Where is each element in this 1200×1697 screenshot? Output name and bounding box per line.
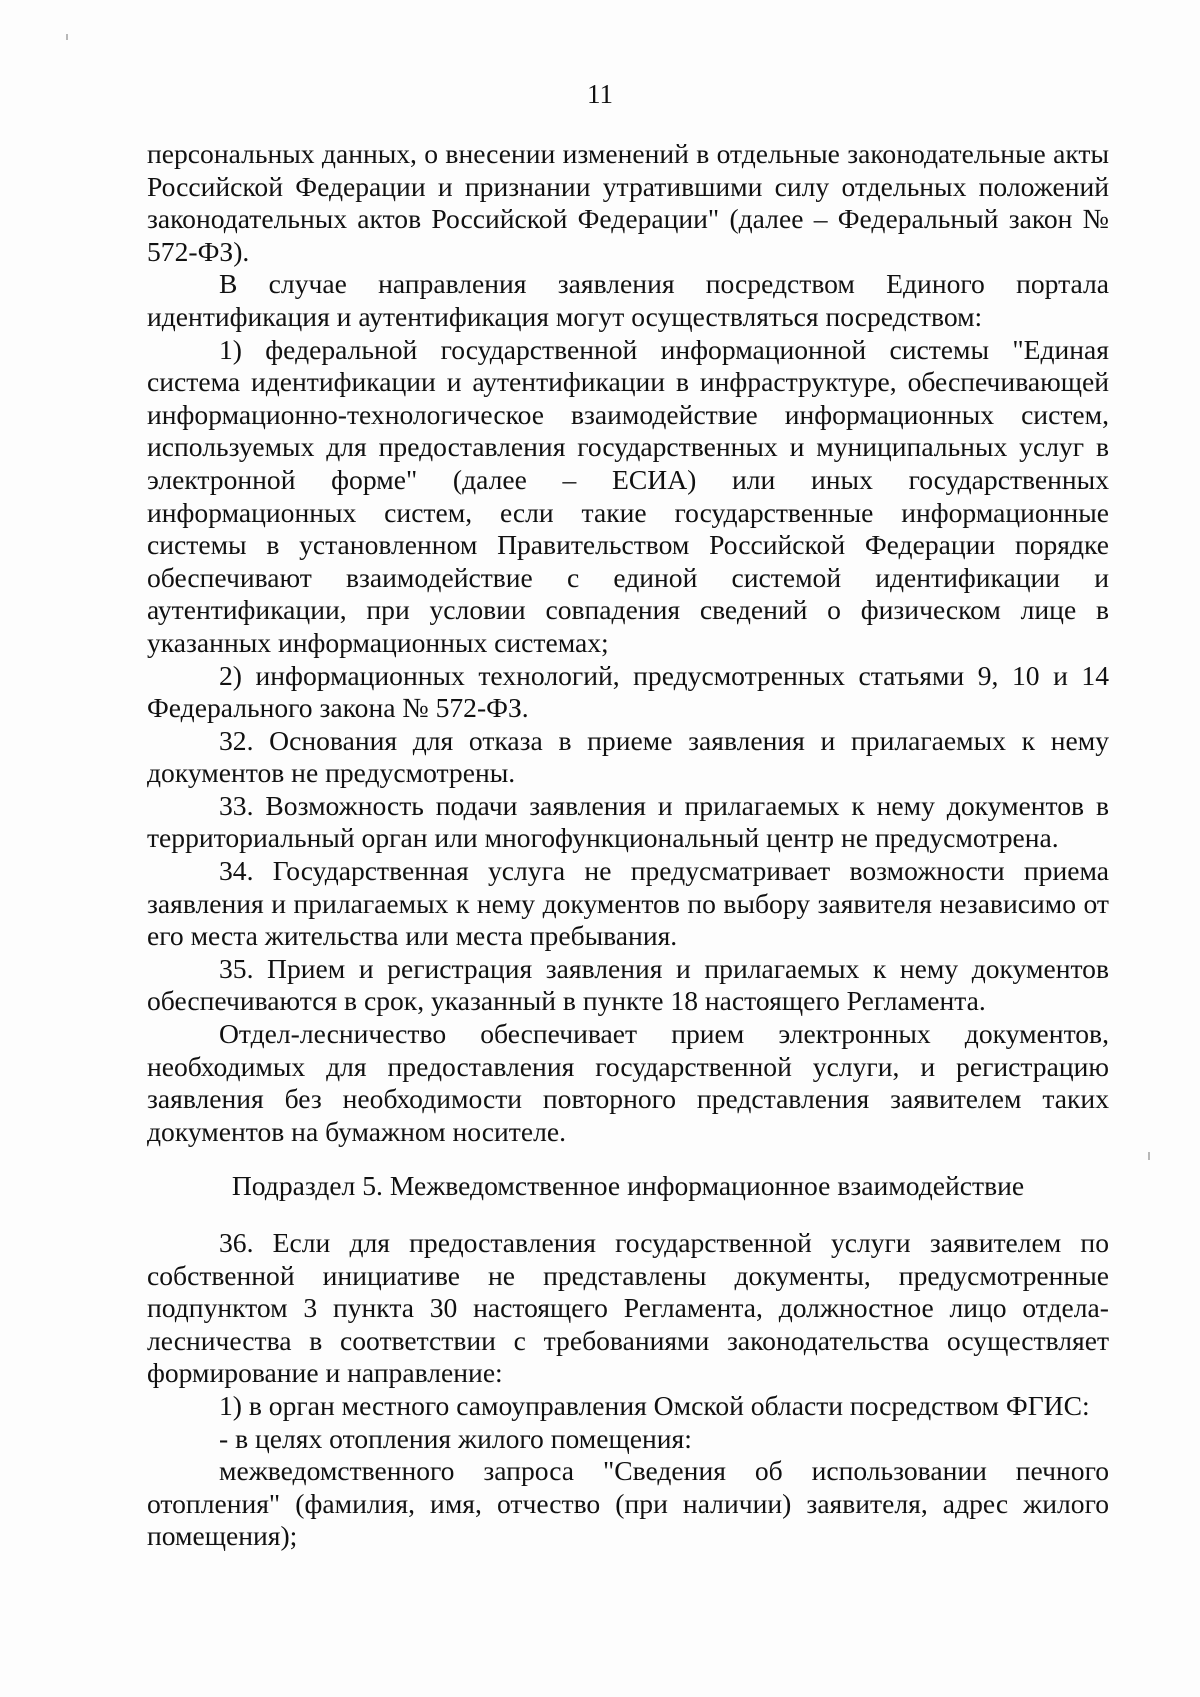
scan-mark: [66, 34, 68, 40]
paragraph-portal-identification: В случае направления заявления посредством Единого портала идентификация и аутентификация могут осуществляться посредством:: [147, 268, 1109, 332]
paragraph-34: 34. Государственная услуга не предусматривает возможности приема заявления и прилагаемых к нему документов по выбору заявителя независимо от его места жительства или места пребывания.: [147, 855, 1109, 952]
paragraph-32: 32. Основания для отказа в приеме заявления и прилагаемых к нему документов не предусмотрены.: [147, 724, 1109, 789]
paragraph-33: 33. Возможность подачи заявления и прилагаемых к нему документов в территориальный орган или многофункциональный центр не предусмотрена.: [147, 789, 1109, 854]
document-body: [147, 138, 1109, 1553]
paragraph-item-2-technologies: 2) информационных технологий, предусмотренных статьями 9, 10 и 14 Федерального закона № 572-ФЗ.: [147, 659, 1109, 724]
paragraph-36: 36. Если для предоставления государственной услуги заявителем по собственной инициативе не представлены документы, предусмотренные подпунктом 3 пункта 30 настоящего Регламента, должностное лицо отдела-лесничества в соответствии с требованиями законодательства осуществляет формирование и направление:: [147, 1227, 1109, 1389]
paragraph-forestry-department: Отдел-лесничество обеспечивает прием электронных документов, необходимых для предоставления государственной услуги, и регистрацию заявления без необходимости повторного представления заявителем таких документов на бумажном носителе.: [147, 1018, 1109, 1147]
page-number: 11: [587, 79, 613, 109]
section-heading: Подраздел 5. Межведомственное информационное взаимодействие: [231, 1170, 1025, 1202]
paragraph-item-1-esia: 1) федеральной государственной информационной системы "Единая система идентификации и аутентификации в инфраструктуре, обеспечивающей информационно-технологическое взаимодействие информационных систем, используемых для предоставления государственных и муниципальных услуг в электронной форме" (далее – ЕСИА) или иных государственных информационных систем, если такие государственные информационные системы в установленном Правительством Российской Федерации порядке обеспечивают взаимодействие с единой системой идентификации и аутентификации, при условии совпадения сведений о физическом лице в указанных информационных системах;: [147, 333, 1109, 658]
paragraph-36-item-1: 1) в орган местного самоуправления Омской области посредством ФГИС:: [219, 1389, 1090, 1421]
paragraph-35: 35. Прием и регистрация заявления и прилагаемых к нему документов обеспечиваются в срок, указанный в пункте 18 настоящего Регламента.: [147, 952, 1109, 1017]
paragraph-heating-purpose: - в целях отопления жилого помещения:: [219, 1422, 692, 1454]
paragraph-continuation: персональных данных, о внесении изменений в отдельные законодательные акты Российской Федерации и признании утратившими силу отдельных положений законодательных актов Российской Федерации" (далее – Федеральный закон № 572-ФЗ).: [147, 138, 1109, 267]
scan-mark: [1148, 1152, 1150, 1160]
paragraph-interagency-request: межведомственного запроса "Сведения об использовании печного отопления" (фамилия, имя, отчество (при наличии) заявителя, адрес жилого помещения);: [147, 1455, 1109, 1552]
